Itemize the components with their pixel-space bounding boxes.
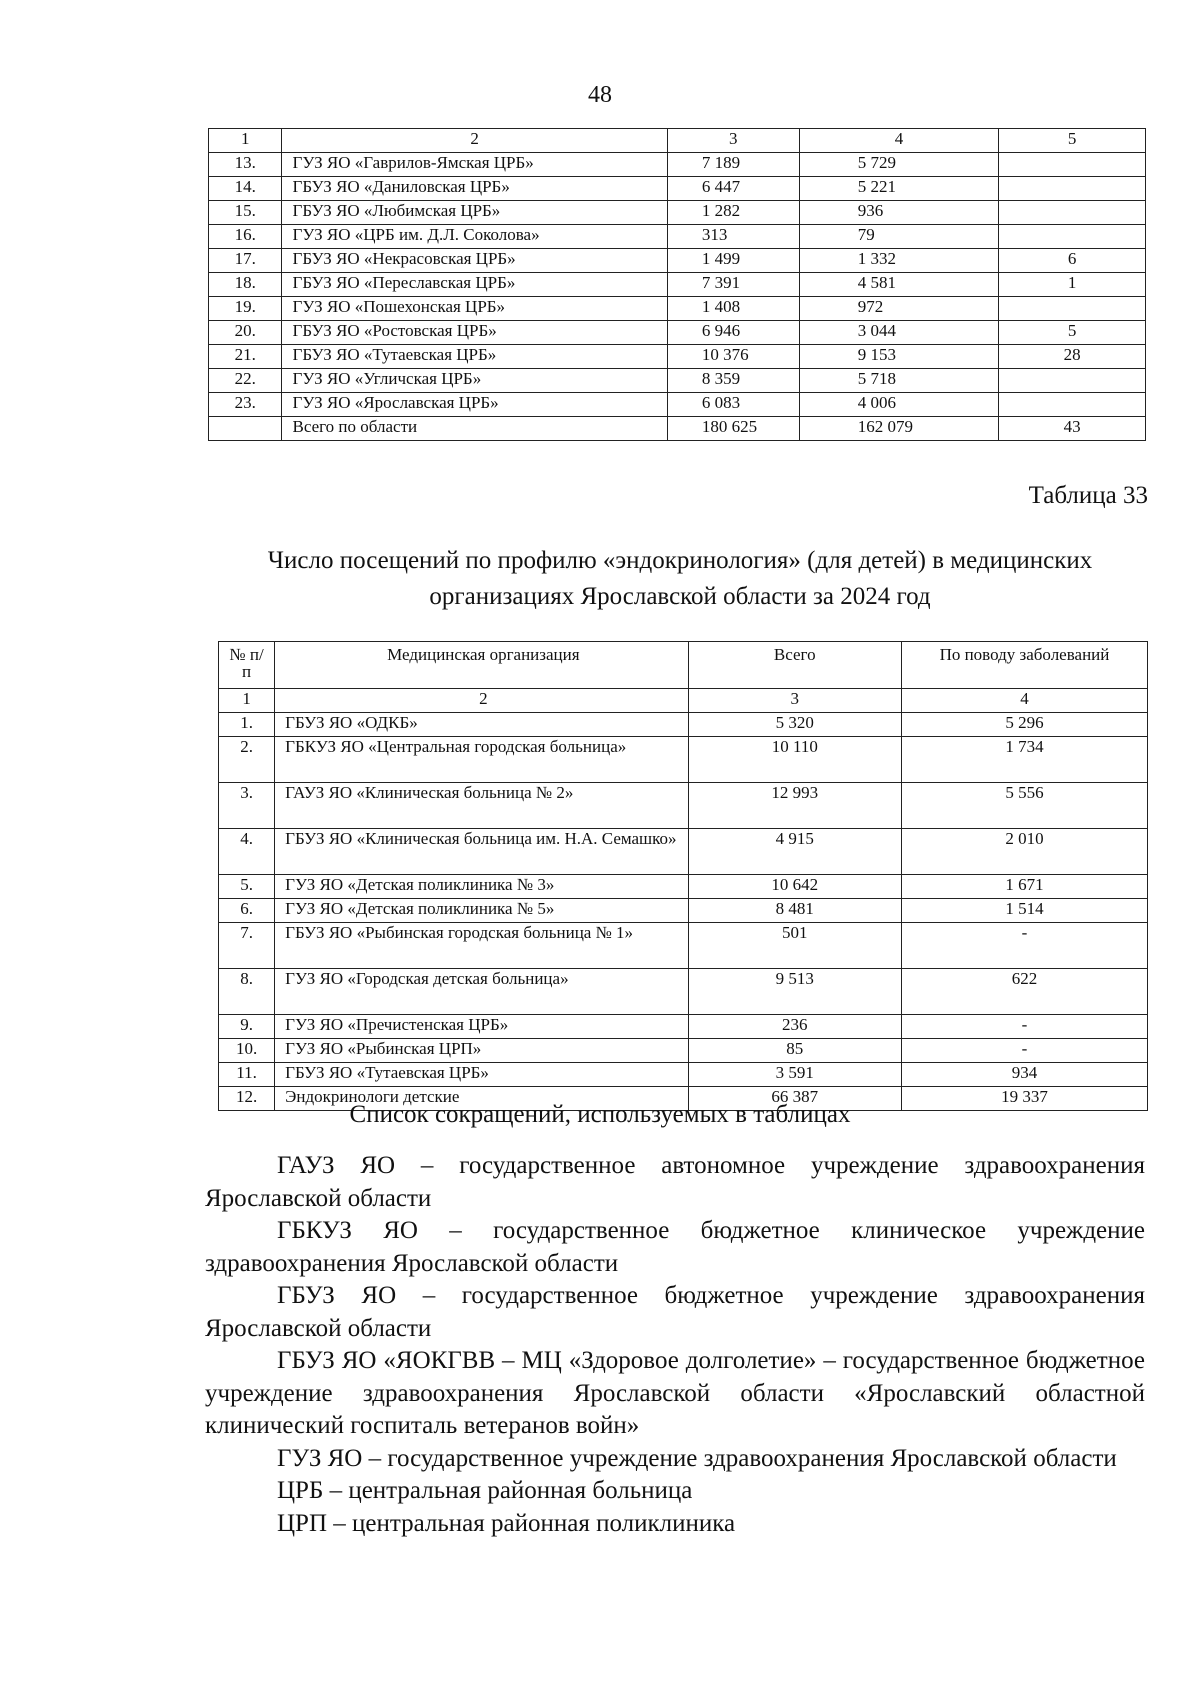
table-row [219, 713, 1148, 737]
table-cell: 15. [209, 201, 282, 225]
abbreviation-item: ГБУЗ ЯО «ЯОКГВВ – МЦ «Здоровое долголетие» – государственное бюджетное учреждение здравоохранения Ярославской области «Ярославский областной клинический госпиталь ветеранов войн» [205, 1347, 1145, 1439]
column-number-cell: 3 [688, 689, 901, 713]
abbreviation-item: ГБКУЗ ЯО – государственное бюджетное клиническое учреждение здравоохранения Ярославской области [205, 1217, 1145, 1277]
table-cell: ГУЗ ЯО «Гаврилов-Ямская ЦРБ» [282, 153, 667, 177]
table-cell: 20. [209, 321, 282, 345]
table-cell: 5 221 [799, 177, 999, 201]
header-cell: Всего [688, 642, 901, 689]
table-cell: ГБУЗ ЯО «Тутаевская ЦРБ» [282, 345, 667, 369]
table-header-row [209, 129, 1146, 153]
table-cell: 5 729 [799, 153, 999, 177]
table-cell: 4 581 [799, 273, 999, 297]
table-row [219, 899, 1148, 923]
table-cell: 19 337 [901, 1087, 1147, 1111]
table-cell: 19. [209, 297, 282, 321]
table-cell: 4 006 [799, 393, 999, 417]
table-row [219, 783, 1148, 829]
abbreviation-item: ГАУЗ ЯО – государственное автономное учреждение здравоохранения Ярославской области [205, 1152, 1145, 1212]
table-cell: ГУЗ ЯО «ЦРБ им. Д.Л. Соколова» [282, 225, 667, 249]
table-cell: 1 [999, 273, 1146, 297]
table-row [209, 369, 1146, 393]
table-cell: 1 282 [667, 201, 799, 225]
table-cell: 6 [999, 249, 1146, 273]
table-cell: 18. [209, 273, 282, 297]
table-cell: 1 499 [667, 249, 799, 273]
table-cell: 12. [219, 1087, 275, 1111]
table-cell: 17. [209, 249, 282, 273]
table-cell: ГБУЗ ЯО «Переславская ЦРБ» [282, 273, 667, 297]
table-row [209, 321, 1146, 345]
table-row [209, 345, 1146, 369]
table-cell: 972 [799, 297, 999, 321]
table-cell: 5 296 [901, 713, 1147, 737]
table-row [209, 273, 1146, 297]
table-cell: 622 [901, 969, 1147, 1015]
table-row [219, 875, 1148, 899]
table-cell: 22. [209, 369, 282, 393]
table-endocrinology-visits [218, 641, 1148, 1111]
table-cell: ГУЗ ЯО «Детская поликлиника № 3» [275, 875, 688, 899]
table-cell: 3. [219, 783, 275, 829]
table-cell: - [901, 923, 1147, 969]
table-row [219, 1015, 1148, 1039]
table-cell: 4 915 [688, 829, 901, 875]
table-cell: 7 391 [667, 273, 799, 297]
column-number-cell: 4 [901, 689, 1147, 713]
column-number-cell: 1 [219, 689, 275, 713]
table-cell: 3 044 [799, 321, 999, 345]
table-cell: 9 153 [799, 345, 999, 369]
table-cell: 5 556 [901, 783, 1147, 829]
table-cell: ГБУЗ ЯО «Даниловская ЦРБ» [282, 177, 667, 201]
abbreviations-list [205, 1150, 1145, 1540]
table-row [209, 393, 1146, 417]
table-cell: 5 718 [799, 369, 999, 393]
header-cell: 3 [667, 129, 799, 153]
table-cell: 10 376 [667, 345, 799, 369]
table-row [219, 969, 1148, 1015]
table-cell: 313 [667, 225, 799, 249]
table-cell: 1 671 [901, 875, 1147, 899]
table-cell: 85 [688, 1039, 901, 1063]
table-row [219, 737, 1148, 783]
table-cell: 2. [219, 737, 275, 783]
table-cell: 1 514 [901, 899, 1147, 923]
table-cell: 11. [219, 1063, 275, 1087]
table-cell: 10 110 [688, 737, 901, 783]
table-cell: ГУЗ ЯО «Ярославская ЦРБ» [282, 393, 667, 417]
table-cell: ГУЗ ЯО «Рыбинская ЦРП» [275, 1039, 688, 1063]
table-cell: 1 408 [667, 297, 799, 321]
table-cell: 13. [209, 153, 282, 177]
table-cell: 180 625 [667, 417, 799, 441]
table-cell [209, 417, 282, 441]
table-row [209, 201, 1146, 225]
table-cell: 6 083 [667, 393, 799, 417]
table-cell: Эндокринологи детские [275, 1087, 688, 1111]
table-cell: 28 [999, 345, 1146, 369]
table-cell: ГУЗ ЯО «Пречистенская ЦРБ» [275, 1015, 688, 1039]
header-cell: Медицинская организация [275, 642, 688, 689]
table-cell: 10. [219, 1039, 275, 1063]
table-cell: 8 359 [667, 369, 799, 393]
table-cell: ГУЗ ЯО «Пошехонская ЦРБ» [282, 297, 667, 321]
table-row [209, 153, 1146, 177]
table-cell: 9. [219, 1015, 275, 1039]
table-cell: 3 591 [688, 1063, 901, 1087]
table-cell: 14. [209, 177, 282, 201]
table-cell: 501 [688, 923, 901, 969]
table-row [209, 177, 1146, 201]
table-cell: 23. [209, 393, 282, 417]
table-row [219, 923, 1148, 969]
table-cell: 4. [219, 829, 275, 875]
page-number: 48 [588, 82, 612, 108]
abbreviation-item: ГУЗ ЯО – государственное учреждение здравоохранения Ярославской области [277, 1444, 1117, 1472]
table-cell: ГБКУЗ ЯО «Центральная городская больница» [275, 737, 688, 783]
table-cell: 21. [209, 345, 282, 369]
table-cell: 10 642 [688, 875, 901, 899]
header-cell: 5 [999, 129, 1146, 153]
table-cell: 43 [999, 417, 1146, 441]
table-cell: ГБУЗ ЯО «Клиническая больница им. Н.А. Семашко» [275, 829, 688, 875]
table-cell: 5 [999, 321, 1146, 345]
table-cell: 7. [219, 923, 275, 969]
table-cell: 9 513 [688, 969, 901, 1015]
abbreviation-item: ЦРБ – центральная районная больница [277, 1477, 693, 1504]
table-cell: 8. [219, 969, 275, 1015]
table-cell: 1. [219, 713, 275, 737]
table-cell [999, 153, 1146, 177]
table-cell: 934 [901, 1063, 1147, 1087]
table-cell: - [901, 1015, 1147, 1039]
table-cell: 162 079 [799, 417, 999, 441]
abbreviations-title: Список сокращений, используемых в таблицах [349, 1101, 851, 1128]
table-row [209, 297, 1146, 321]
table-cell [999, 201, 1146, 225]
header-cell: 1 [209, 129, 282, 153]
abbreviation-item: ЦРП – центральная районная поликлиника [277, 1509, 736, 1537]
table-row [219, 1063, 1148, 1087]
table-cell: ГБУЗ ЯО «Некрасовская ЦРБ» [282, 249, 667, 273]
table-cell: 236 [688, 1015, 901, 1039]
table-cell: 8 481 [688, 899, 901, 923]
table-cell: ГБУЗ ЯО «Тутаевская ЦРБ» [275, 1063, 688, 1087]
table-title: Число посещений по профилю «эндокринология» (для детей) в медицинских организациях Ярославской области за 2024 год [267, 547, 1093, 610]
table-cell: 12 993 [688, 783, 901, 829]
table-visits-continuation [208, 128, 1146, 441]
table-cell [999, 177, 1146, 201]
table-cell: 5. [219, 875, 275, 899]
table-cell: ГУЗ ЯО «Городская детская больница» [275, 969, 688, 1015]
header-cell: По поводу заболеваний [901, 642, 1147, 689]
abbreviation-item: ГБУЗ ЯО – государственное бюджетное учреждение здравоохранения Ярославской области [205, 1282, 1145, 1342]
table-row [209, 225, 1146, 249]
table-cell: ГБУЗ ЯО «Рыбинская городская больница № 1» [275, 923, 688, 969]
table-cell: 1 734 [901, 737, 1147, 783]
table-row [219, 1039, 1148, 1063]
table-cell: 6 946 [667, 321, 799, 345]
header-cell: 2 [282, 129, 667, 153]
table-cell [999, 393, 1146, 417]
table-cell: ГАУЗ ЯО «Клиническая больница № 2» [275, 783, 688, 829]
table-cell: ГБУЗ ЯО «ОДКБ» [275, 713, 688, 737]
header-cell: 4 [799, 129, 999, 153]
column-number-row [219, 689, 1148, 713]
table-cell [999, 297, 1146, 321]
table-cell: 6. [219, 899, 275, 923]
table-header-row [219, 642, 1148, 689]
table-cell: ГБУЗ ЯО «Любимская ЦРБ» [282, 201, 667, 225]
table-row [209, 249, 1146, 273]
table-cell: Всего по области [282, 417, 667, 441]
table-row [209, 417, 1146, 441]
table-cell: 16. [209, 225, 282, 249]
table-cell: 1 332 [799, 249, 999, 273]
table-cell: 936 [799, 201, 999, 225]
table-cell [999, 225, 1146, 249]
table-cell: ГУЗ ЯО «Угличская ЦРБ» [282, 369, 667, 393]
table-cell: 6 447 [667, 177, 799, 201]
table-cell: ГБУЗ ЯО «Ростовская ЦРБ» [282, 321, 667, 345]
table-cell: ГУЗ ЯО «Детская поликлиника № 5» [275, 899, 688, 923]
column-number-cell: 2 [275, 689, 688, 713]
table-cell: 79 [799, 225, 999, 249]
header-cell: № п/п [219, 642, 275, 689]
table-cell: 66 387 [688, 1087, 901, 1111]
table-cell: 2 010 [901, 829, 1147, 875]
table-cell: 7 189 [667, 153, 799, 177]
table-cell [999, 369, 1146, 393]
table-cell: 5 320 [688, 713, 901, 737]
table-cell: - [901, 1039, 1147, 1063]
table-row [219, 829, 1148, 875]
table-label: Таблица 33 [1028, 482, 1148, 509]
